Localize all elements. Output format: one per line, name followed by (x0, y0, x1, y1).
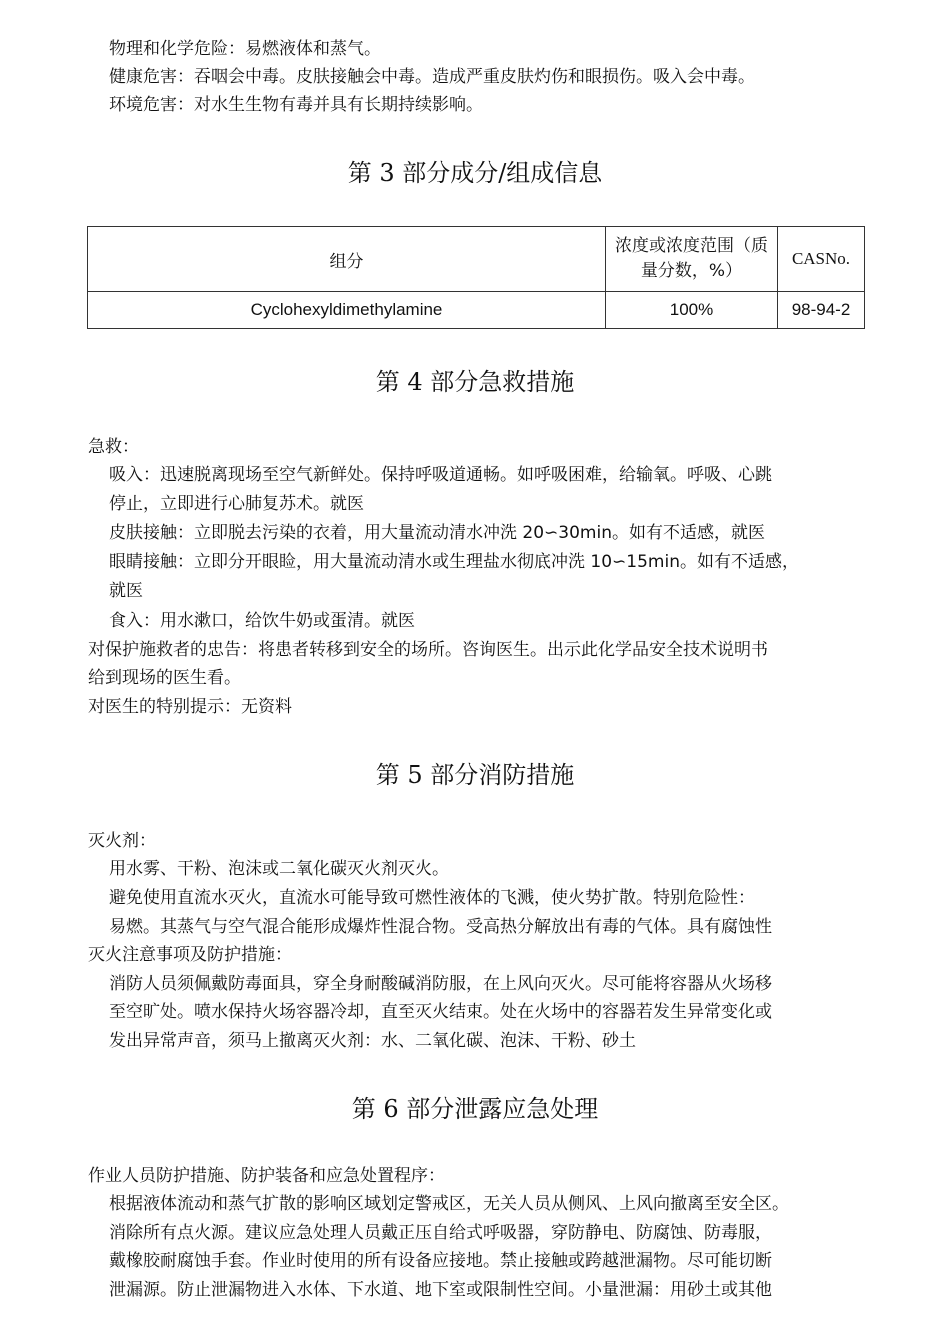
section5-heading: 第 5 部分消防措施 (375, 761, 575, 789)
firefighting-precautions-label: 灭火注意事项及防护措施： (88, 945, 292, 965)
section4-heading: 第 4 部分急救措施 (375, 368, 575, 396)
rescuer-advice-line-1: 对保护施救者的忠告：将患者转移到安全的场所。咨询医生。出示此化学品安全技术说明书 (88, 640, 768, 660)
cell-concentration: 100% (606, 292, 778, 329)
agent-line-2: 避免使用直流水灭火，直流水可能导致可燃性液体的飞溅，使火势扩散。特别危险性： (109, 888, 755, 908)
header-concentration (606, 227, 778, 292)
section6-heading: 第 6 部分泄露应急处理 (351, 1095, 599, 1123)
procedure-label: 作业人员防护措施、防护装备和应急处置程序： (88, 1166, 445, 1186)
rescuer-advice-line-2: 给到现场的医生看。 (88, 668, 241, 688)
eye-contact-line-2: 就医 (109, 581, 143, 601)
table-header-row (88, 227, 865, 292)
header-cas: CASNo. (778, 227, 865, 292)
precaution-line-2: 至空旷处。喷水保持火场容器冷却，直至灭火结束。处在火场中的容器若发生异常变化或 (109, 1002, 772, 1022)
hazard-health: 健康危害：吞咽会中毒。皮肤接触会中毒。造成严重皮肤灼伤和眼损伤。吸入会中毒。 (109, 67, 755, 87)
extinguishing-agent-label: 灭火剂： (88, 831, 156, 851)
inhalation-line-2: 停止，立即进行心肺复苏术。就医 (109, 494, 364, 514)
header-concentration-text: 浓度或浓度范围（质量分数，%） (615, 236, 768, 281)
ingestion: 食入：用水漱口，给饮牛奶或蛋清。就医 (109, 611, 415, 631)
composition-table (87, 226, 865, 329)
cell-component: Cyclohexyldimethylamine (88, 292, 606, 329)
procedure-line-4: 泄漏源。防止泄漏物进入水体、下水道、地下室或限制性空间。小量泄漏：用砂土或其他 (109, 1280, 772, 1300)
cell-cas: 98-94-2 (778, 292, 865, 329)
eye-contact-line-1: 眼睛接触：立即分开眼睑，用大量流动清水或生理盐水彻底冲洗 10∽15min。如有不适感， (109, 552, 799, 572)
precaution-line-1: 消防人员须佩戴防毒面具，穿全身耐酸碱消防服，在上风向灭火。尽可能将容器从火场移 (109, 974, 772, 994)
doctor-note: 对医生的特别提示：无资料 (88, 697, 292, 717)
agent-line-1: 用水雾、干粉、泡沫或二氧化碳灭火剂灭火。 (109, 859, 449, 879)
hazard-environment: 环境危害：对水生生物有毒并具有长期持续影响。 (109, 95, 483, 115)
table-row (88, 292, 865, 329)
section3-heading: 第 3 部分成分/组成信息 (347, 159, 603, 187)
procedure-line-2: 消除所有点火源。建议应急处理人员戴正压自给式呼吸器，穿防静电、防腐蚀、防毒服， (109, 1223, 772, 1243)
procedure-line-3: 戴橡胶耐腐蚀手套。作业时使用的所有设备应接地。禁止接触或跨越泄漏物。尽可能切断 (109, 1251, 772, 1271)
procedure-line-1: 根据液体流动和蒸气扩散的影响区域划定警戒区，无关人员从侧风、上风向撤离至安全区。 (109, 1194, 789, 1214)
inhalation-line-1: 吸入：迅速脱离现场至空气新鲜处。保持呼吸道通畅。如呼吸困难，给输氧。呼吸、心跳 (109, 465, 772, 485)
first-aid-label: 急救： (88, 437, 139, 457)
hazard-physical: 物理和化学危险：易燃液体和蒸气。 (109, 39, 381, 59)
header-component: 组分 (88, 227, 606, 292)
skin-contact: 皮肤接触：立即脱去污染的衣着，用大量流动清水冲洗 20∽30min。如有不适感，就医 (109, 523, 765, 543)
precaution-line-3: 发出异常声音，须马上撤离灭火剂：水、二氧化碳、泡沫、干粉、砂土 (109, 1031, 636, 1051)
agent-line-3: 易燃。其蒸气与空气混合能形成爆炸性混合物。受高热分解放出有毒的气体。具有腐蚀性 (109, 917, 772, 937)
